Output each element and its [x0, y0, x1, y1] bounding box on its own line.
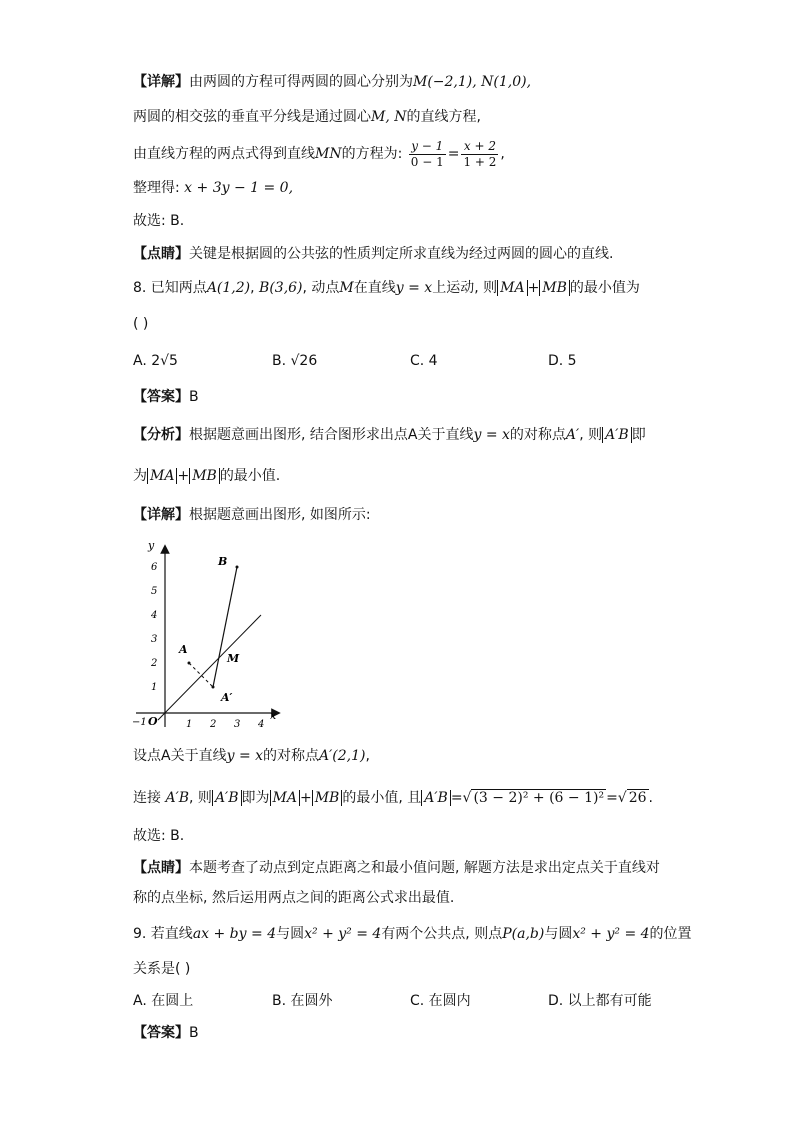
- math: y = x: [473, 427, 510, 443]
- answer-9: [133, 1023, 199, 1043]
- option-label: D. 5: [548, 353, 577, 369]
- text: 故选: B.: [133, 828, 185, 844]
- detail-line: [133, 505, 371, 525]
- math: M(−2,1), N(1,0),: [413, 74, 532, 90]
- abs-value: MB: [189, 468, 220, 484]
- numerator: x + 2: [461, 139, 498, 155]
- abs-value: MB: [312, 790, 343, 806]
- step-line-1: [133, 746, 370, 766]
- math: A′: [565, 427, 580, 443]
- text: 的对称点: [263, 748, 320, 764]
- question-9: [133, 924, 692, 944]
- point-m-label: M: [227, 652, 240, 665]
- text: 9. 若直线: [133, 926, 193, 942]
- comma: ,: [500, 146, 505, 162]
- math: A′(2,1): [319, 748, 366, 764]
- option-label: A. 在圆上: [133, 993, 194, 1009]
- equals: =: [606, 790, 618, 806]
- text: 有两个公共点, 则点: [381, 926, 503, 942]
- text: , 动点: [302, 280, 340, 296]
- math: ax + by = 4: [192, 926, 277, 942]
- plus: +: [527, 280, 540, 296]
- text: 根据题意画出图形, 结合图形求出点A关于直线: [189, 427, 474, 443]
- sqrt-radicand: 26: [628, 790, 647, 806]
- option-label: B. 在圆外: [272, 993, 333, 1009]
- text: , 则: [189, 790, 212, 806]
- origin-label: O: [148, 715, 158, 728]
- answer-tag: 【答案】: [133, 389, 189, 405]
- detail-tag: 【详解】: [133, 74, 189, 90]
- segment-a-prime-b: [213, 567, 237, 687]
- point-a-label: A: [179, 643, 188, 656]
- math: M: [339, 280, 354, 296]
- text: .: [648, 790, 653, 806]
- denominator: 0 − 1: [410, 154, 444, 169]
- step-line-3: [133, 826, 184, 846]
- analysis-tag: 【分析】: [133, 427, 189, 443]
- sqrt-symbol: √: [462, 790, 472, 806]
- question-8-paren: [133, 314, 148, 334]
- x-axis-label: x: [270, 709, 277, 722]
- text: 由两圆的方程可得两圆的圆心分别为: [189, 74, 413, 90]
- math: y = x: [226, 748, 264, 764]
- text: 由直线方程的两点式得到直线: [133, 146, 315, 162]
- text: 8. 已知两点: [133, 280, 207, 296]
- text: 的最小值.: [219, 468, 281, 484]
- x-tick-label: 3: [234, 719, 241, 730]
- answer-tag: 【答案】: [133, 1025, 189, 1041]
- option-c: [410, 991, 471, 1011]
- tip-line: [133, 244, 613, 264]
- option-d: [548, 991, 652, 1011]
- y-tick-label: 5: [151, 586, 158, 597]
- tip-line-1: [133, 858, 660, 878]
- tip-tag: 【点睛】: [133, 860, 189, 876]
- text: 称的点坐标, 然后运用两点之间的距离公式求出最值.: [133, 890, 455, 906]
- sqrt-symbol: √: [617, 790, 627, 806]
- math: y = x: [395, 280, 433, 296]
- point-b-label: B: [218, 555, 228, 568]
- math: B(3,6): [259, 280, 303, 296]
- answer-8: [133, 387, 199, 407]
- option-a: [133, 351, 178, 371]
- text: 两圆的相交弦的垂直平分线是通过圆心: [133, 109, 371, 125]
- equals: =: [447, 146, 460, 162]
- segment-a-a-prime: [189, 663, 213, 687]
- text: 的直线方程,: [406, 109, 481, 125]
- x-tick-label: 4: [258, 719, 265, 730]
- fraction-1: [409, 139, 446, 170]
- option-label: C. 4: [410, 353, 438, 369]
- text: 的位置: [649, 926, 692, 942]
- equals: =: [450, 790, 463, 806]
- text: 连接: [133, 790, 161, 806]
- abs-value: MA: [497, 280, 527, 296]
- option-label: A. 2√5: [133, 353, 178, 369]
- step-line-2: [133, 788, 653, 808]
- plus: +: [299, 790, 312, 806]
- y-axis-label: y: [148, 539, 155, 552]
- answer-blank: ( ): [133, 316, 149, 332]
- point-b-marker: [236, 566, 239, 569]
- text: , 则: [579, 427, 603, 443]
- text: ,: [365, 748, 370, 764]
- text: 上运动, 则: [432, 280, 498, 296]
- abs-value: A′B: [602, 427, 632, 443]
- option-label: C. 在圆内: [410, 993, 471, 1009]
- math: P(a,b): [502, 926, 545, 942]
- option-c: [410, 351, 438, 371]
- text: 即为: [241, 790, 270, 806]
- option-label: D. 以上都有可能: [548, 993, 652, 1009]
- line-y-equals-x: [158, 615, 261, 720]
- math: x² + y² = 4: [304, 926, 382, 942]
- math: A(1,2): [206, 280, 251, 296]
- fraction-2: [461, 139, 498, 170]
- tip-tag: 【点睛】: [133, 246, 189, 262]
- abs-value: A′B: [212, 790, 242, 806]
- y-tick-label: 3: [151, 634, 158, 645]
- y-tick-label: 4: [151, 610, 158, 621]
- y-tick-label: 2: [151, 658, 158, 669]
- analysis-line-1: [133, 425, 646, 445]
- text: 的对称点: [509, 427, 566, 443]
- solution-line-3: [133, 138, 505, 170]
- text: ,: [250, 280, 255, 296]
- plus: +: [177, 468, 190, 484]
- solution-line-5: [133, 211, 184, 231]
- text: 即: [631, 427, 646, 443]
- y-tick-label: 6: [151, 562, 158, 573]
- text: 整理得:: [133, 180, 180, 196]
- math: A′B: [165, 790, 190, 806]
- abs-value: MA: [147, 468, 177, 484]
- text: 的最小值, 且: [342, 790, 422, 806]
- point-a-marker: [188, 662, 191, 665]
- text: 故选: B.: [133, 213, 185, 229]
- detail-tag: 【详解】: [133, 507, 189, 523]
- answer-value: B: [189, 389, 199, 405]
- x-tick-label: 2: [210, 719, 217, 730]
- point-a-prime-label: A′: [221, 691, 233, 704]
- answer-value: B: [189, 1025, 199, 1041]
- abs-value: MB: [539, 280, 570, 296]
- text: 与圆: [276, 926, 305, 942]
- denominator: 1 + 2: [463, 154, 497, 169]
- coordinate-figure: [128, 535, 288, 735]
- tip-line-2: [133, 888, 454, 908]
- text: 在直线: [353, 280, 396, 296]
- point-a-prime-marker: [212, 686, 215, 689]
- text: 关系是( ): [133, 961, 191, 977]
- option-b: [272, 351, 317, 371]
- math: x + 3y − 1 = 0,: [184, 180, 294, 196]
- text: 本题考查了动点到定点距离之和最小值问题, 解题方法是求出定点关于直线对: [189, 860, 660, 876]
- numerator: y − 1: [409, 139, 446, 155]
- text: 为: [133, 468, 147, 484]
- option-label: B. √26: [272, 353, 318, 369]
- text: 的最小值为: [569, 280, 640, 296]
- y-tick-label: 1: [151, 682, 158, 693]
- math: x² + y² = 4: [572, 926, 650, 942]
- analysis-line-2: [133, 466, 280, 486]
- question-9-line-2: [133, 959, 190, 979]
- solution-line-4: [133, 178, 293, 198]
- text: 设点A关于直线: [133, 748, 227, 764]
- question-8: [133, 278, 640, 298]
- option-b: [272, 991, 333, 1011]
- abs-value: A′B: [421, 790, 451, 806]
- neg-one-label: −1: [132, 717, 147, 728]
- abs-value: MA: [270, 790, 300, 806]
- x-tick-label: 1: [186, 719, 193, 730]
- option-d: [548, 351, 577, 371]
- solution-line-2: [133, 107, 481, 127]
- option-a: [133, 991, 193, 1011]
- text: 与圆: [544, 926, 573, 942]
- text: 根据题意画出图形, 如图所示:: [189, 507, 371, 523]
- math: MN: [315, 146, 342, 162]
- text: 关键是根据圆的公共弦的性质判定所求直线为经过两圆的圆心的直线.: [189, 246, 614, 262]
- text: 的方程为:: [341, 146, 403, 162]
- solution-line-1: [133, 72, 531, 92]
- math: M, N: [371, 109, 407, 125]
- sqrt-radicand: (3 − 2)² + (6 − 1)²: [473, 790, 605, 806]
